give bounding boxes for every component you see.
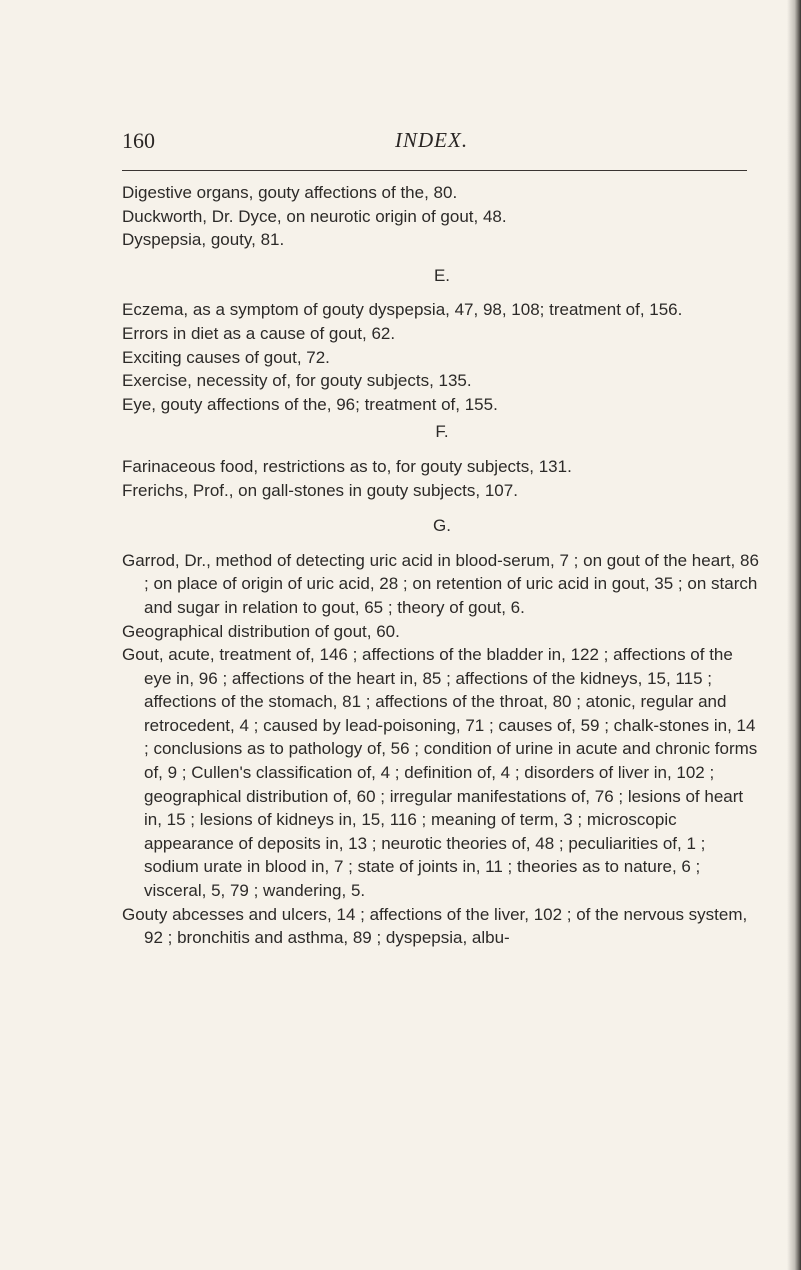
index-entry: Gout, acute, treatment of, 146 ; affections of the bladder in, 122 ; affections of the eye in, 96 ; affections of the heart in, 85 ; affections of the kidneys, 15, 115 ; affections of the stomach, 81 ; affections of the throat, 80 ; atonic, regular and retrocedent, 4 ; caused by lead-poisoning, 71 ; causes of, 59 ; chalk-stones in, 14 ; conclusions as to pathology of, 56 ; condition of urine in acute and chronic forms of, 9 ; Cullen's classification of, 4 ; definition of, 4 ; disorders of liver in, 102 ; geographical distribution of, 60 ; irregular manifestations of, 76 ; lesions of heart in, 15 ; lesions of kidneys in, 15, 116 ; meaning of term, 3 ; microscopic appearance of deposits in, 13 ; neurotic theories of, 48 ; peculiarities of, 1 ; sodium urate in blood in, 7 ; state of joints in, 11 ; theories as to nature, 6 ; visceral, 5, 79 ; wandering, 5. <box>122 645 758 901</box>
page-header <box>0 128 801 158</box>
running-title: INDEX. <box>395 128 469 152</box>
index-entry: Geographical distribution of gout, 60. <box>122 621 400 641</box>
index-entry: Dyspepsia, gouty, 81. <box>122 230 285 250</box>
index-entry: Digestive organs, gouty affections of the, 80. <box>122 183 458 202</box>
index-entry: Exercise, necessity of, for gouty subjects, 135. <box>122 371 472 391</box>
index-entry: Eye, gouty affections of the, 96; treatment of, 155. <box>122 394 498 414</box>
index-entry: Garrod, Dr., method of detecting uric acid in blood-serum, 7 ; on gout of the heart, 86 ; on place of origin of uric acid, 28 ; on retention of uric acid in gout, 35 ; on starch and sugar in relation to gout, 65 ; theory of gout, 6. <box>122 550 759 617</box>
index-entry: Eczema, as a symptom of gouty dyspepsia, 47, 98, 108; treatment of, 156. <box>122 300 683 320</box>
index-entry: Farinaceous food, restrictions as to, for gouty subjects, 131. <box>122 456 572 476</box>
page-edge-shadow <box>787 0 801 1270</box>
page-number: 160 <box>122 128 155 153</box>
header-rule <box>122 170 747 171</box>
index-entry: Frerichs, Prof., on gall-stones in gouty subjects, 107. <box>122 480 518 500</box>
section-heading-g: G. <box>433 516 451 536</box>
index-entry: Errors in diet as a cause of gout, 62. <box>122 323 396 343</box>
index-entry: Gouty abcesses and ulcers, 14 ; affections of the liver, 102 ; of the nervous system, 92 ; bronchitis and asthma, 89 ; dyspepsia, albu- <box>122 904 748 948</box>
section-heading-e: E. <box>433 265 451 285</box>
index-body <box>122 181 762 950</box>
index-entry: Duckworth, Dr. Dyce, on neurotic origin of gout, 48. <box>122 206 507 226</box>
section-heading-f: F. <box>435 422 449 442</box>
index-entry: Exciting causes of gout, 72. <box>122 347 330 367</box>
